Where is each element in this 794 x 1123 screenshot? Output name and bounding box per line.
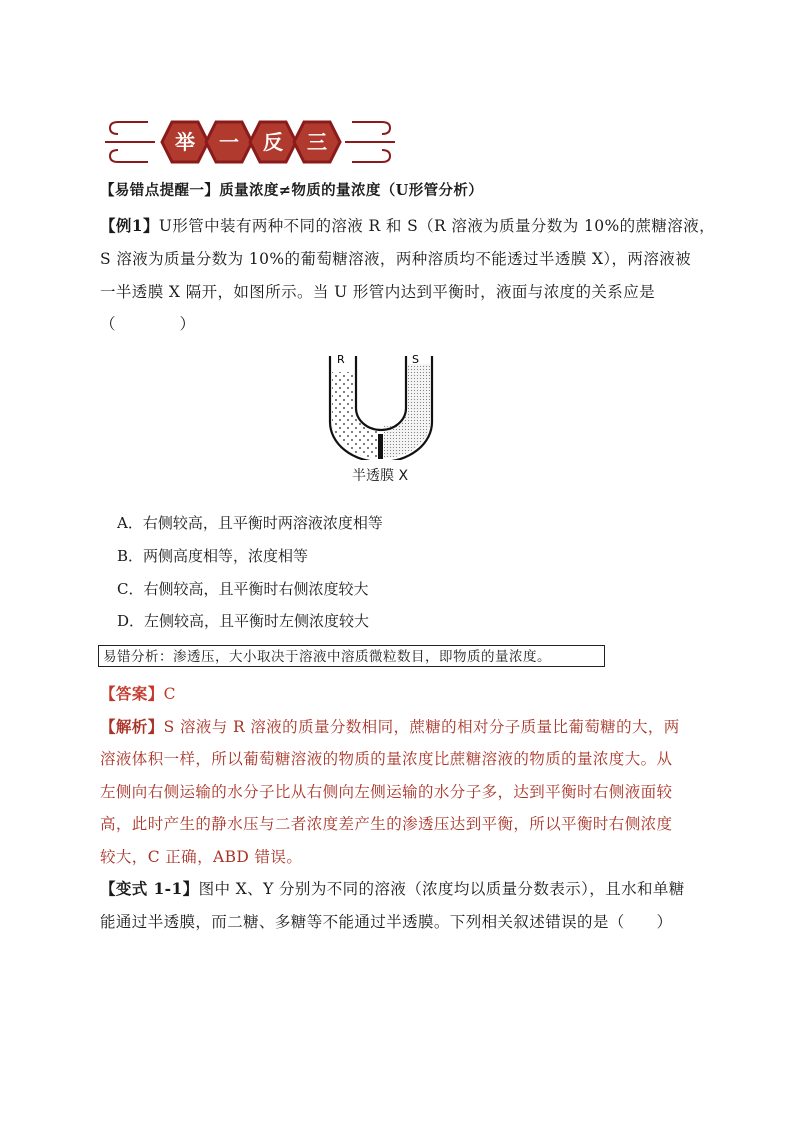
option-d: D．左侧较高，且平衡时左侧浓度较大	[117, 612, 370, 630]
banner-char-1: 举	[175, 130, 195, 154]
option-a: A．右侧较高，且平衡时两溶液浓度相等	[117, 514, 383, 532]
label-s: S	[412, 353, 419, 366]
variant-text-1: 图中 X、Y 分别为不同的溶液（浓度均以质量分数表示），且水和单糖	[198, 880, 685, 898]
example-label: 【例1】	[100, 216, 159, 235]
option-b: B．两侧高度相等，浓度相等	[117, 547, 309, 565]
figure-caption: 半透膜 X	[352, 468, 409, 484]
banner-right-ornament	[345, 122, 395, 162]
variant-label: 【变式 1-1】	[100, 879, 199, 898]
analysis-line-5: 较大，C 正确，ABD 错误。	[100, 848, 303, 866]
section-banner	[100, 112, 400, 172]
banner-char-4: 三	[307, 130, 327, 154]
option-c: C．右侧较高，且平衡时右侧浓度较大	[117, 580, 369, 598]
answer-line	[100, 682, 176, 704]
banner-left-ornament	[105, 122, 155, 162]
example-line-1	[100, 214, 715, 236]
analysis-line-3: 左侧向右侧运输的水分子比从右侧向左侧运输的水分子多，达到平衡时右侧液面较	[100, 783, 673, 801]
variant-line-2: 能通过半透膜，而二糖、多糖等不能通过半透膜。下列相关叙述错误的是（ ）	[100, 913, 673, 931]
example-text-1: U形管中装有两种不同的溶液 R 和 S（R 溶液为质量分数为 10%的蔗糖溶液，	[158, 217, 716, 235]
analysis-line-1	[100, 715, 680, 737]
answer-label: 【答案】	[100, 684, 164, 703]
example-line-3: 一半透膜 X 隔开，如图所示。当 U 形管内达到平衡时，液面与浓度的关系应是	[100, 283, 656, 301]
analysis-label: 【解析】	[100, 717, 164, 736]
label-r: R	[337, 353, 345, 366]
banner-char-2: 一	[219, 130, 239, 154]
section-heading: 【易错点提醒一】质量浓度≠物质的量浓度（U形管分析）	[100, 182, 484, 199]
u-tube-figure	[326, 350, 436, 460]
banner-char-3: 反	[263, 130, 283, 154]
analysis-text-1: S 溶液与 R 溶液的质量分数相同，蔗糖的相对分子质量比葡萄糖的大，两	[163, 718, 680, 736]
example-blank-parens: （ ）	[100, 315, 196, 333]
analysis-line-2: 溶液体积一样，所以葡萄糖溶液的物质的量浓度比蔗糖溶液的物质的量浓度大。从	[100, 750, 673, 768]
analysis-line-4: 高，此时产生的静水压与二者浓度差产生的渗透压达到平衡，所以平衡时右侧浓度	[100, 815, 673, 833]
error-analysis-box: 易错分析：渗透压，大小取决于溶液中溶质微粒数目，即物质的量浓度。	[98, 645, 605, 667]
variant-line-1	[100, 877, 685, 899]
answer-value: C	[163, 685, 176, 703]
example-line-2: S 溶液为质量分数为 10%的葡萄糖溶液，两种溶质均不能透过半透膜 X），两溶液被	[100, 250, 692, 268]
membrane-x	[378, 434, 383, 459]
